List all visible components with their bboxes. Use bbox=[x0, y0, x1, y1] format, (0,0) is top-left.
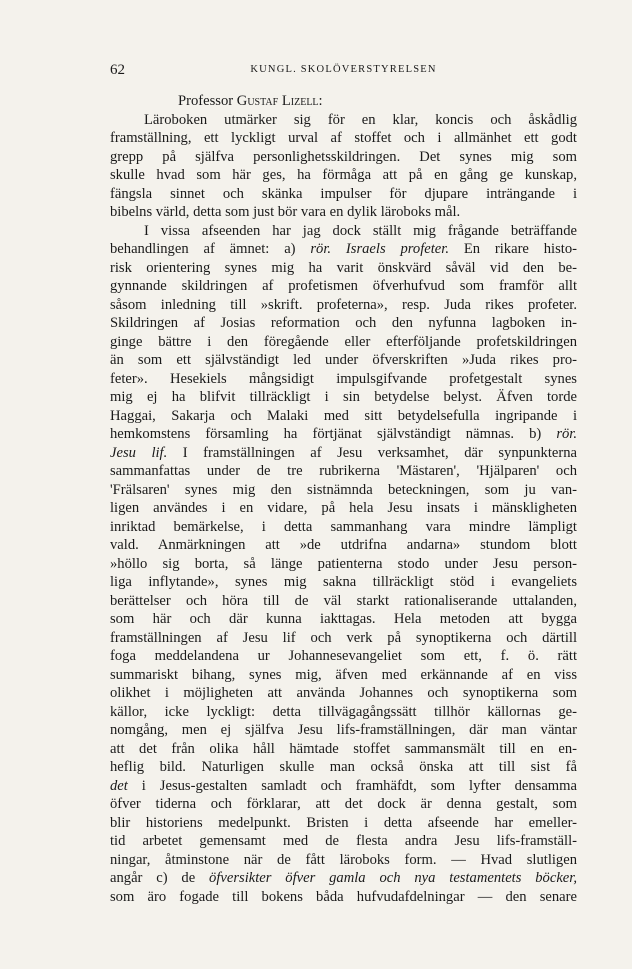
paragraph-2-line: tid arbetet gemensamt med de flesta andra Jesu lifs-framställ- bbox=[110, 833, 577, 849]
paragraph-2-line bbox=[110, 777, 577, 796]
paragraph-1-line: bibelns värld, detta som just bör vara en dylik läroboks mål. bbox=[110, 204, 461, 220]
reviewer-heading bbox=[110, 92, 577, 111]
italic-run: rör. Israels profeter. bbox=[310, 241, 449, 257]
paragraph-2-line: heflig bild. Naturligen skulle man också önska att till sist få bbox=[110, 759, 577, 775]
paragraph-2-line: såsom inledning till »skrift. profeterna», resp. Juda rikes profeter. bbox=[110, 296, 577, 313]
paragraph-2-line: ningar, åtminstone när de fått läroboks form. — Hvad slutligen bbox=[110, 851, 577, 868]
text-run: En rikare histo- bbox=[448, 241, 577, 257]
paragraph-1-line: grepp på själfva personlighetsskildringen. Det synes mig som bbox=[110, 148, 577, 165]
paragraph-2-line: risk orientering synes mig ha varit önskvärd såväl vid den be- bbox=[110, 259, 577, 276]
reviewer-prefix: Professor bbox=[178, 93, 234, 109]
paragraph-2-line: som här och där kunna iakttagas. Hela metoden att bygga bbox=[110, 611, 577, 627]
reviewer-name: Gustaf Lizell bbox=[236, 93, 319, 109]
paragraph-2-line: gynnande skildringen af profetismen öfverhufvud som framför allt bbox=[110, 278, 577, 294]
paragraph-2-line: att det från olika håll hämtade stoffet sammansmält till en en- bbox=[110, 740, 577, 757]
running-title: KUNGL. SKOLÖVERSTYRELSEN bbox=[250, 64, 437, 75]
paragraph-2-line: Skildringen af Josias reformation och den nyfunna lagboken in- bbox=[110, 315, 577, 331]
paragraph-2-line: sammanfattas under de tre rubrikerna 'Mästaren', 'Hjälparen' och bbox=[110, 463, 577, 479]
paragraph-2-line: feter». Hesekiels mångsidigt impulsgifvande profetgestalt synes bbox=[110, 370, 577, 387]
page-header bbox=[110, 62, 577, 80]
paragraph-2-line: liga inflytande», synes mig sakna tillräckligt stöd i evangeliets bbox=[110, 574, 577, 590]
paragraph-2-line: ginge bättre i den föregående eller efterföljande profetskildringen bbox=[110, 333, 577, 350]
paragraph-2-line: blir historiens medelpunkt. Bristen i detta afseende har emeller- bbox=[110, 814, 577, 831]
paragraph-2-line: som äro fogade till bokens båda hufvudafdelningar — den senare bbox=[110, 888, 577, 905]
text-run: hemkomstens församling ha förtjänat självständigt nämnas. b) bbox=[110, 426, 557, 442]
paragraph-2-line: berättelser och höra till de väl starkt rationaliserande uttalanden, bbox=[110, 592, 577, 609]
text-run: i Jesus-gestalten samladt och framhäfdt, som lyfter densamma bbox=[127, 777, 577, 794]
paragraph-2-line: vald. Anmärkningen att »de utdrifna andarna» stundom blott bbox=[110, 537, 577, 553]
paragraph-1-line: skulle hvad som här ges, ha förmåga att på en gång ge kunskap, bbox=[110, 167, 577, 183]
body-text bbox=[110, 92, 577, 906]
paragraph-2-line: I vissa afseenden har jag dock ställt mig frågande beträffande bbox=[144, 222, 577, 239]
text-run: behandlingen af ämnet: a) bbox=[110, 241, 311, 257]
paragraph-2-line: foga meddelandena ur Johannesevangeliet som ett, f. ö. rätt bbox=[110, 648, 577, 664]
paragraph-2-line: »höllo sig borta, så länge patienterna stodo under Jesu person- bbox=[110, 555, 577, 572]
paragraph-1-line: fängsla sinnet och skänka impulser för djupare inträngande i bbox=[110, 185, 577, 202]
paragraph-2-line: mig ej ha blifvit tillräckligt i sin betydelse belyst. Äfven torde bbox=[110, 389, 577, 405]
paragraph-2-line bbox=[110, 444, 577, 463]
paragraph-2-line bbox=[110, 425, 577, 444]
paragraph-2-line: källor, icke lyckligt: detta tillvägagångssätt tillhör källornas ge- bbox=[110, 703, 577, 720]
paragraph-2-line bbox=[110, 240, 577, 259]
paragraph-2-line: öfver tiderna och förklarar, att det dock är denna gestalt, som bbox=[110, 796, 577, 812]
paragraph-2-line: än som ett självständigt led under öfverskriften »Juda rikes pro- bbox=[110, 352, 577, 368]
italic-run: det bbox=[110, 777, 128, 794]
paragraph-2-line: 'Frälsaren' synes mig den sistnämnda beteckningen, som ju van- bbox=[110, 481, 577, 498]
italic-run: Jesu lif. bbox=[110, 444, 168, 461]
page-number: 62 bbox=[110, 62, 125, 78]
paragraph-2-line bbox=[110, 869, 577, 888]
paragraph-2-line: nomgång, men ej själfva Jesu lifs-framställningen, där man väntar bbox=[110, 722, 577, 738]
text-run: I framställningen af Jesu verksamhet, där synpunkterna bbox=[167, 444, 577, 461]
paragraph-1-line: framställning, ett lyckligt urval af stoffet och i allmänhet ett godt bbox=[110, 130, 577, 146]
paragraph-2-line: olikhet i möjligheten att använda Johannes och synoptikerna som bbox=[110, 685, 577, 701]
paragraph-2-line: summariskt bihang, synes mig, äfven med erkännande af en viss bbox=[110, 666, 577, 683]
paragraph-1-line: Läroboken utmärker sig för en klar, koncis och åskådlig bbox=[144, 111, 577, 128]
text-run: angår c) de bbox=[110, 870, 210, 886]
italic-run: rör. bbox=[556, 426, 577, 442]
reviewer-colon: : bbox=[318, 93, 323, 109]
italic-run: öfversikter öfver gamla och nya testamentets böcker, bbox=[209, 870, 577, 886]
paragraph-2-line: Haggai, Sakarja och Malaki med sitt betydelsefulla ingripande i bbox=[110, 407, 577, 424]
paragraph-2-line: inriktad bemärkelse, i detta sammanhang vara mindre lämpligt bbox=[110, 518, 577, 535]
paragraph-2-line: ligen användes i en vidare, på hela Jesu insats i mänskligheten bbox=[110, 500, 577, 516]
paragraph-2-line: framställningen af Jesu lif och verk på synoptikerna och därtill bbox=[110, 629, 577, 646]
